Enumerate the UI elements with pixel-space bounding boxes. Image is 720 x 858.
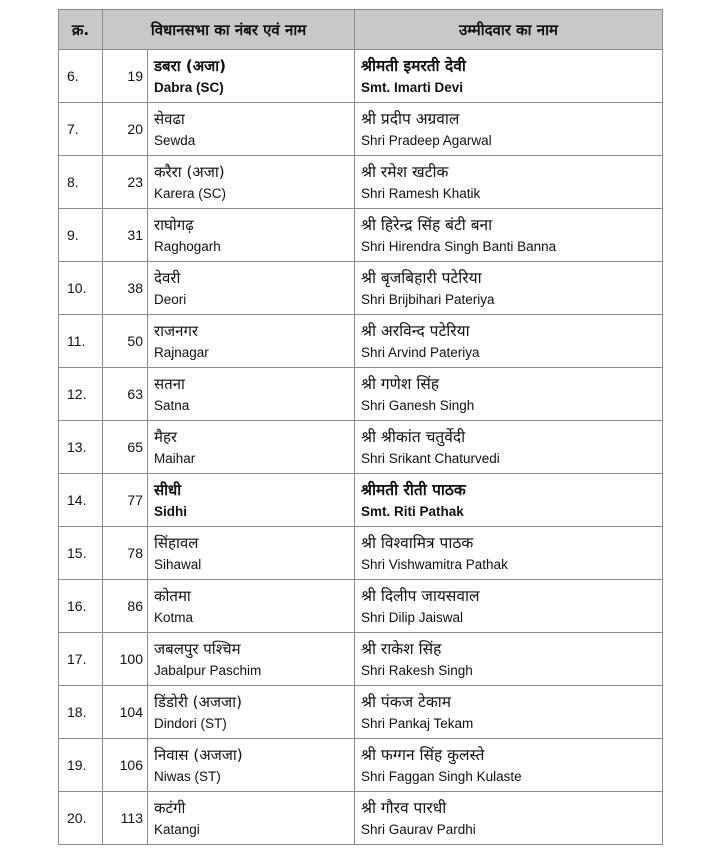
candidate-name-hindi: श्री अरविन्द पटेरिया (361, 322, 470, 340)
constituency-number-cell: 78 (103, 527, 148, 580)
candidate-name-english: Shri Hirendra Singh Banti Banna (361, 239, 557, 254)
candidate-name-hindi: श्रीमती इमरती देवी (361, 57, 466, 75)
candidate-name-cell (355, 209, 663, 262)
constituency-name-hindi: कोतमा (154, 587, 191, 605)
table-row (59, 209, 663, 262)
table-row (59, 262, 663, 315)
candidate-name-cell (355, 686, 663, 739)
constituency-name-hindi: जबलपुर पश्चिम (154, 640, 241, 658)
candidate-name-cell (355, 103, 663, 156)
table-row (59, 580, 663, 633)
constituency-name-hindi: सीधी (154, 481, 182, 499)
serial-cell: 15. (59, 527, 103, 580)
constituency-name-cell (148, 50, 355, 103)
serial-cell: 6. (59, 50, 103, 103)
constituency-name-hindi: कटंगी (154, 799, 186, 817)
constituency-name-hindi: डबरा (अजा) (154, 57, 227, 75)
table-body (59, 50, 663, 845)
constituency-name-cell (148, 368, 355, 421)
constituency-name-english: Satna (154, 398, 190, 413)
serial-cell: 18. (59, 686, 103, 739)
constituency-name-hindi: डिंडोरी (अजजा) (154, 693, 242, 711)
candidate-name-hindi: श्री हिरेन्द्र सिंह बंटी बना (361, 216, 493, 234)
constituency-name-hindi: करैरा (अजा) (154, 163, 225, 181)
candidate-list-table (58, 9, 663, 845)
constituency-number-cell: 19 (103, 50, 148, 103)
constituency-name-cell (148, 580, 355, 633)
constituency-number-cell: 113 (103, 792, 148, 845)
candidate-name-english: Shri Dilip Jaiswal (361, 610, 464, 625)
serial-cell: 8. (59, 156, 103, 209)
serial-cell: 13. (59, 421, 103, 474)
candidate-name-english: Shri Rakesh Singh (361, 663, 473, 678)
constituency-number-cell: 77 (103, 474, 148, 527)
header-constituency: विधानसभा का नंबर एवं नाम (103, 10, 355, 50)
constituency-name-english: Katangi (154, 822, 200, 837)
candidate-name-cell (355, 156, 663, 209)
constituency-name-cell (148, 633, 355, 686)
candidate-name-hindi: श्री विश्वामित्र पाठक (361, 534, 474, 552)
candidate-name-english: Shri Srikant Chaturvedi (361, 451, 500, 466)
candidate-name-english: Shri Pankaj Tekam (361, 716, 474, 731)
constituency-name-english: Maihar (154, 451, 196, 466)
candidate-name-english: Shri Ganesh Singh (361, 398, 475, 413)
candidate-name-english: Shri Faggan Singh Kulaste (361, 769, 522, 784)
candidate-name-hindi: श्री दिलीप जायसवाल (361, 587, 480, 605)
constituency-name-cell (148, 209, 355, 262)
candidate-name-hindi: श्री गणेश सिंह (361, 375, 440, 393)
constituency-name-hindi: सिंहावल (154, 534, 199, 552)
constituency-name-hindi: राजनगर (154, 322, 199, 340)
constituency-name-english: Niwas (ST) (154, 769, 221, 784)
constituency-name-hindi: सेवढा (154, 110, 185, 128)
constituency-name-hindi: सतना (154, 375, 185, 393)
candidate-name-english: Smt. Riti Pathak (361, 504, 464, 519)
candidate-name-cell (355, 633, 663, 686)
constituency-name-cell (148, 792, 355, 845)
header-serial: क्र. (59, 10, 103, 50)
candidate-name-english: Shri Brijbihari Pateriya (361, 292, 495, 307)
table-row (59, 421, 663, 474)
candidate-name-cell (355, 368, 663, 421)
table-row (59, 315, 663, 368)
constituency-name-english: Dindori (ST) (154, 716, 227, 731)
serial-cell: 9. (59, 209, 103, 262)
constituency-name-english: Sidhi (154, 504, 187, 519)
constituency-name-english: Raghogarh (154, 239, 221, 254)
candidate-name-hindi: श्री प्रदीप अग्रवाल (361, 110, 460, 128)
candidate-name-hindi: श्री गौरव पारधी (361, 799, 447, 817)
table-row (59, 527, 663, 580)
constituency-name-hindi: राघोगढ़ (154, 216, 194, 234)
constituency-name-hindi: मैहर (154, 428, 178, 446)
candidate-name-cell (355, 50, 663, 103)
serial-cell: 14. (59, 474, 103, 527)
candidate-name-cell (355, 739, 663, 792)
table-row (59, 739, 663, 792)
constituency-name-cell (148, 103, 355, 156)
serial-cell: 20. (59, 792, 103, 845)
table-row (59, 368, 663, 421)
table-row (59, 633, 663, 686)
candidate-name-english: Smt. Imarti Devi (361, 80, 464, 95)
table-row (59, 474, 663, 527)
candidate-name-cell (355, 315, 663, 368)
serial-cell: 19. (59, 739, 103, 792)
candidate-name-cell (355, 527, 663, 580)
serial-cell: 11. (59, 315, 103, 368)
candidate-name-cell (355, 262, 663, 315)
candidate-name-english: Shri Pradeep Agarwal (361, 133, 492, 148)
serial-cell: 12. (59, 368, 103, 421)
constituency-name-hindi: निवास (अजजा) (154, 746, 243, 764)
candidate-name-hindi: श्री फग्गन सिंह कुलस्ते (361, 746, 485, 764)
candidate-name-hindi: श्री बृजबिहारी पटेरिया (361, 269, 482, 287)
table-row (59, 50, 663, 103)
constituency-name-cell (148, 527, 355, 580)
constituency-name-cell (148, 421, 355, 474)
candidate-name-english: Shri Ramesh Khatik (361, 186, 481, 201)
constituency-name-english: Dabra (SC) (154, 80, 224, 95)
candidate-name-hindi: श्री राकेश सिंह (361, 640, 442, 658)
constituency-number-cell: 20 (103, 103, 148, 156)
constituency-name-english: Deori (154, 292, 187, 307)
candidate-name-cell (355, 792, 663, 845)
candidate-name-cell (355, 421, 663, 474)
candidate-name-hindi: श्री रमेश खटीक (361, 163, 449, 181)
header-candidate: उम्मीदवार का नाम (355, 10, 663, 50)
constituency-number-cell: 31 (103, 209, 148, 262)
candidate-name-cell (355, 580, 663, 633)
constituency-name-english: Rajnagar (154, 345, 209, 360)
constituency-number-cell: 50 (103, 315, 148, 368)
constituency-number-cell: 106 (103, 739, 148, 792)
table-row (59, 686, 663, 739)
table-row (59, 103, 663, 156)
constituency-number-cell: 104 (103, 686, 148, 739)
candidate-name-hindi: श्री पंकज टेकाम (361, 693, 452, 711)
serial-cell: 17. (59, 633, 103, 686)
constituency-name-cell (148, 315, 355, 368)
serial-cell: 7. (59, 103, 103, 156)
table-row (59, 792, 663, 845)
candidate-name-hindi: श्री श्रीकांत चतुर्वेदी (361, 428, 466, 446)
constituency-number-cell: 100 (103, 633, 148, 686)
table-header-row (59, 10, 663, 50)
candidate-name-cell (355, 474, 663, 527)
constituency-name-english: Karera (SC) (154, 186, 227, 201)
candidate-name-english: Shri Vishwamitra Pathak (361, 557, 508, 572)
constituency-name-cell (148, 156, 355, 209)
constituency-name-cell (148, 739, 355, 792)
candidate-name-english: Shri Gaurav Pardhi (361, 822, 476, 837)
constituency-number-cell: 63 (103, 368, 148, 421)
constituency-name-cell (148, 262, 355, 315)
serial-cell: 10. (59, 262, 103, 315)
constituency-name-cell (148, 686, 355, 739)
constituency-number-cell: 86 (103, 580, 148, 633)
constituency-name-english: Kotma (154, 610, 194, 625)
candidate-name-english: Shri Arvind Pateriya (361, 345, 480, 360)
constituency-name-cell (148, 474, 355, 527)
constituency-name-english: Jabalpur Paschim (154, 663, 262, 678)
constituency-name-english: Sihawal (154, 557, 202, 572)
constituency-number-cell: 65 (103, 421, 148, 474)
serial-cell: 16. (59, 580, 103, 633)
constituency-number-cell: 23 (103, 156, 148, 209)
table-row (59, 156, 663, 209)
constituency-name-english: Sewda (154, 133, 196, 148)
constituency-number-cell: 38 (103, 262, 148, 315)
candidate-name-hindi: श्रीमती रीती पाठक (361, 481, 466, 499)
constituency-name-hindi: देवरी (154, 269, 181, 287)
